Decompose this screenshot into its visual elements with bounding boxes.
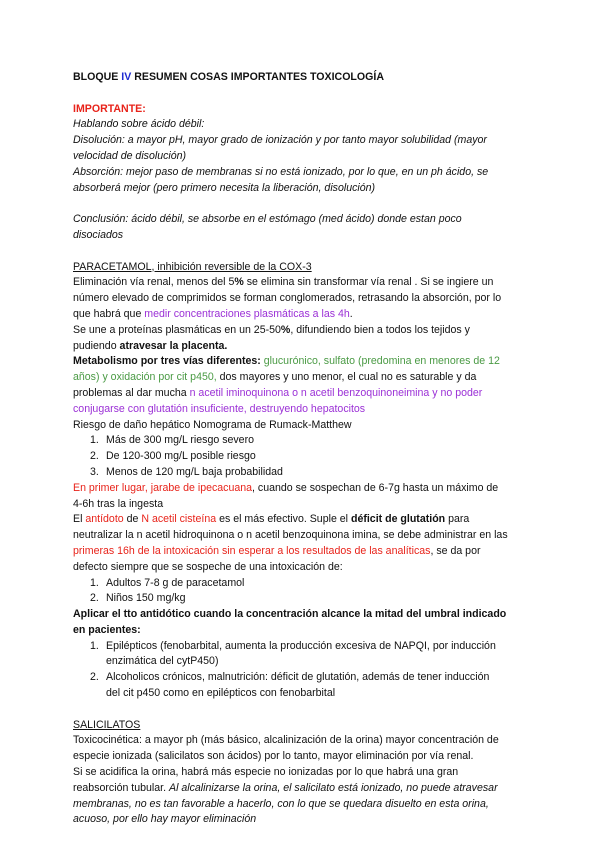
list-item-continuation: del cit p450 como en epilépticos con fenobarbital <box>106 687 336 700</box>
metab-line: problemas al dar mucha n acetil iminoquinona o n acetil benzoquinoneimina y no poder <box>73 386 483 399</box>
salicilatos-line: Si se acidifica la orina, habrá más especie no ionizadas por lo que habrá una gran <box>73 766 459 779</box>
union-line: pudiendo atravesar la placenta. <box>73 339 228 352</box>
elim-line: que habrá que medir concentraciones plasmáticas a las 4h. <box>73 307 353 320</box>
metab-line: años) y oxidación por cit p450, dos mayores y uno menor, el cual no es saturable y da <box>73 371 477 384</box>
importante-heading: IMPORTANTE: <box>73 102 146 115</box>
list-item-continuation: enzimática del cytP450) <box>106 655 219 668</box>
document-page <box>73 70 533 828</box>
salicilatos-line: Toxicocinética: a mayor ph (más básico, alcalinización de la orina) mayor concentración de <box>73 734 499 747</box>
paracetamol-heading: PARACETAMOL, inhibición reversible de la COX-3 <box>73 260 312 273</box>
conclusion-line: Conclusión: ácido débil, se absorbe en el estómago (med ácido) donde estan poco <box>73 213 462 226</box>
salicilatos-line: reabsorción tubular. Al alcalinizarse la orina, el salicilato está ionizado, no puede atravesar <box>73 781 498 794</box>
aplicar-line: Aplicar el tto antidótico cuando la concentración alcance la mitad del umbral indicado <box>73 608 507 621</box>
importante-line: absorberá mejor (pero primero necesita la liberación, disolución) <box>73 181 376 194</box>
list-item: 2. Niños 150 mg/kg <box>90 592 186 605</box>
antidoto-line: neutralizar la n acetil hidroquinona o n acetil benzoquinona imina, se debe administrar en las <box>73 529 508 542</box>
page-title: BLOQUE IV RESUMEN COSAS IMPORTANTES TOXICOLOGÍA <box>73 71 384 83</box>
list-item: 3. Menos de 120 mg/L baja probabilidad <box>90 465 283 478</box>
aplicar-line: en pacientes: <box>73 623 141 636</box>
antidoto-line: defecto siempre que se sospeche de una intoxicación de: <box>73 560 343 573</box>
union-line: Se une a proteínas plasmáticas en un 25-50%, difundiendo bien a todos los tejidos y <box>73 323 470 336</box>
importante-line: Absorción: mejor paso de membranas si no está ionizado, por lo que, en un ph ácido, se <box>73 165 489 178</box>
salicilatos-line: especie ionizada (salicilatos son ácidos) por lo tanto, mayor eliminación por vía renal. <box>73 750 474 763</box>
antidoto-line: El antídoto de N acetil cisteína es el más efectivo. Suple el déficit de glutatión para <box>73 513 470 526</box>
riesgo-heading: Riesgo de daño hepático Nomograma de Rumack-Matthew <box>73 418 352 431</box>
importante-line: velocidad de disolución) <box>73 149 187 162</box>
list-item: 2. Alcoholicos crónicos, malnutrición: déficit de glutatión, además de tener inducción <box>90 671 490 684</box>
ipeca-line: En primer lugar, jarabe de ipecacuana, cuando se sospechan de 6-7g hasta un máximo de <box>73 481 499 494</box>
elim-line: Eliminación vía renal, menos del 5% se elimina sin transformar vía renal . Si se ingiere un <box>73 276 494 289</box>
list-item: 1. Epilépticos (fenobarbital, aumenta la producción excesiva de NAPQI, por inducción <box>90 639 496 652</box>
list-item: 1. Más de 300 mg/L riesgo severo <box>90 434 254 447</box>
metab-line: Metabolismo por tres vías diferentes: glucurónico, sulfato (predomina en menores de 12 <box>73 355 500 368</box>
elim-line: número elevado de comprimidos se forman conglomerados, retrasando la absorción, por lo <box>73 292 502 305</box>
salicilatos-line: membranas, no es tan favorable a hacerlo, con lo que se quedara disuelto en esta orina, <box>73 797 489 810</box>
salicilatos-line: acuoso, por ello hay mayor eliminación <box>73 813 257 826</box>
antidoto-line: primeras 16h de la intoxicación sin esperar a los resultados de las analíticas, se da por <box>73 544 481 557</box>
importante-line: Disolución: a mayor pH, mayor grado de ionización y por tanto mayor solubilidad (mayor <box>73 134 487 147</box>
list-item: 2. De 120-300 mg/L posible riesgo <box>90 450 256 463</box>
salicilatos-heading: SALICILATOS <box>73 718 141 731</box>
conclusion-line: disociados <box>73 228 124 241</box>
metab-line: conjugarse con glutatión insuficiente, destruyendo hepatocitos <box>73 402 366 415</box>
ipeca-line: 4-6h tras la ingesta <box>73 497 164 510</box>
importante-line: Hablando sobre ácido débil: <box>73 118 205 131</box>
list-item: 1. Adultos 7-8 g de paracetamol <box>90 576 245 589</box>
